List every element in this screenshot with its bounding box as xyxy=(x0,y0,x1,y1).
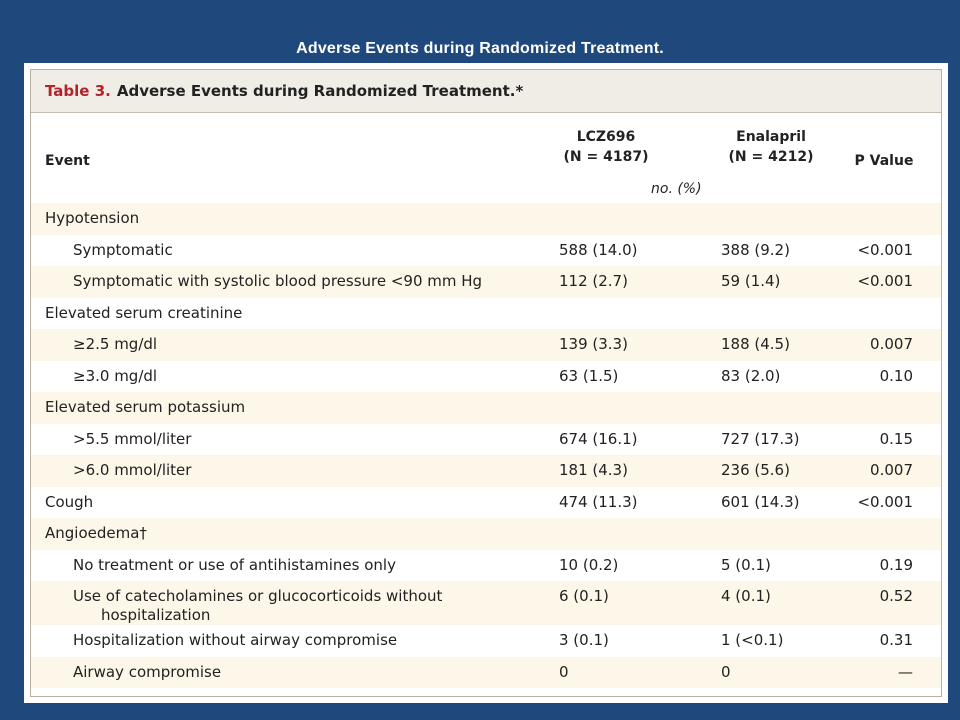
table-row xyxy=(31,361,941,393)
row-event: >6.0 mmol/liter xyxy=(73,461,192,479)
row-enalapril-value: 59 (1.4) xyxy=(721,272,781,290)
table-row xyxy=(31,550,941,582)
table-row xyxy=(31,392,941,424)
row-enalapril-value: 83 (2.0) xyxy=(721,366,781,385)
table-row xyxy=(31,455,941,487)
row-p-value: 0.19 xyxy=(879,555,913,574)
row-lcz696-value: 63 (1.5) xyxy=(559,366,619,385)
table-row xyxy=(31,235,941,267)
table-row xyxy=(31,266,941,298)
row-event: Symptomatic xyxy=(73,240,173,259)
row-p-value: 0.15 xyxy=(879,429,913,448)
table-header xyxy=(31,113,941,203)
table-frame xyxy=(24,63,948,703)
header-enalapril-n: (N = 4212) xyxy=(728,149,814,165)
table-row xyxy=(31,581,941,625)
row-enalapril-value: 188 (4.5) xyxy=(721,335,790,353)
row-p-value: <0.001 xyxy=(857,240,913,259)
row-lcz696-value: 674 (16.1) xyxy=(559,429,638,448)
row-p-value: 0.52 xyxy=(879,587,913,605)
row-event: Hypotension xyxy=(45,209,140,227)
header-enalapril-name: Enalapril xyxy=(736,129,806,145)
row-enalapril-value: 1 (<0.1) xyxy=(721,631,784,649)
row-enalapril-value: 0 xyxy=(721,662,731,681)
header-enalapril xyxy=(696,127,846,167)
row-event: Airway compromise xyxy=(73,662,222,681)
row-event xyxy=(73,587,533,625)
row-event: >5.5 mmol/liter xyxy=(73,429,192,448)
row-p-value: 0.007 xyxy=(870,461,913,479)
row-p-value: <0.001 xyxy=(857,492,913,511)
header-event: Event xyxy=(45,153,90,169)
row-p-value: 0.31 xyxy=(879,631,913,649)
row-lcz696-value: 10 (0.2) xyxy=(559,555,619,574)
table-row xyxy=(31,657,941,689)
row-lcz696-value: 3 (0.1) xyxy=(559,631,609,649)
row-lcz696-value: 181 (4.3) xyxy=(559,461,628,479)
row-p-value: 0.10 xyxy=(879,366,913,385)
table-row xyxy=(31,298,941,330)
table-caption xyxy=(31,70,941,113)
row-event: Elevated serum potassium xyxy=(45,398,246,416)
row-p-value: 0.007 xyxy=(870,335,913,353)
row-event: No treatment or use of antihistamines only xyxy=(73,555,396,574)
row-event: Cough xyxy=(45,492,94,511)
row-enalapril-value: 5 (0.1) xyxy=(721,555,771,574)
adverse-events-table xyxy=(30,69,942,697)
table-body xyxy=(31,203,941,688)
table-row xyxy=(31,424,941,456)
header-lcz696-name: LCZ696 xyxy=(576,129,636,145)
row-event: Symptomatic with systolic blood pressure <90 mm Hg xyxy=(73,272,483,290)
table-title: Adverse Events during Randomized Treatment.* xyxy=(116,82,524,100)
row-event-line2: hospitalization xyxy=(101,606,211,624)
table-row xyxy=(31,518,941,550)
table-row xyxy=(31,625,941,657)
slide-title: Adverse Events during Randomized Treatment. xyxy=(296,40,664,57)
table-row xyxy=(31,487,941,519)
table-label: Table 3. xyxy=(45,82,111,100)
header-p-value: P Value xyxy=(854,153,914,169)
header-units: no. (%) xyxy=(651,181,702,197)
row-lcz696-value: 6 (0.1) xyxy=(559,587,609,605)
row-lcz696-value: 588 (14.0) xyxy=(559,240,638,259)
header-lcz696 xyxy=(531,127,681,167)
row-lcz696-value: 0 xyxy=(559,662,569,681)
table-row xyxy=(31,329,941,361)
row-enalapril-value: 4 (0.1) xyxy=(721,587,771,605)
row-event: Elevated serum creatinine xyxy=(45,303,243,322)
row-p-value: — xyxy=(898,662,913,681)
row-enalapril-value: 601 (14.3) xyxy=(721,492,800,511)
row-enalapril-value: 388 (9.2) xyxy=(721,240,790,259)
row-event: Hospitalization without airway compromise xyxy=(73,631,398,649)
table-row xyxy=(31,203,941,235)
row-event: ≥3.0 mg/dl xyxy=(73,366,158,385)
row-event-line1: Use of catecholamines or glucocorticoids without xyxy=(73,587,443,605)
row-enalapril-value: 236 (5.6) xyxy=(721,461,790,479)
row-lcz696-value: 139 (3.3) xyxy=(559,335,628,353)
row-lcz696-value: 474 (11.3) xyxy=(559,492,638,511)
row-event: ≥2.5 mg/dl xyxy=(73,335,158,353)
row-p-value: <0.001 xyxy=(857,272,913,290)
row-enalapril-value: 727 (17.3) xyxy=(721,429,800,448)
row-lcz696-value: 112 (2.7) xyxy=(559,272,628,290)
header-lcz696-n: (N = 4187) xyxy=(563,149,649,165)
row-event: Angioedema† xyxy=(45,524,147,542)
